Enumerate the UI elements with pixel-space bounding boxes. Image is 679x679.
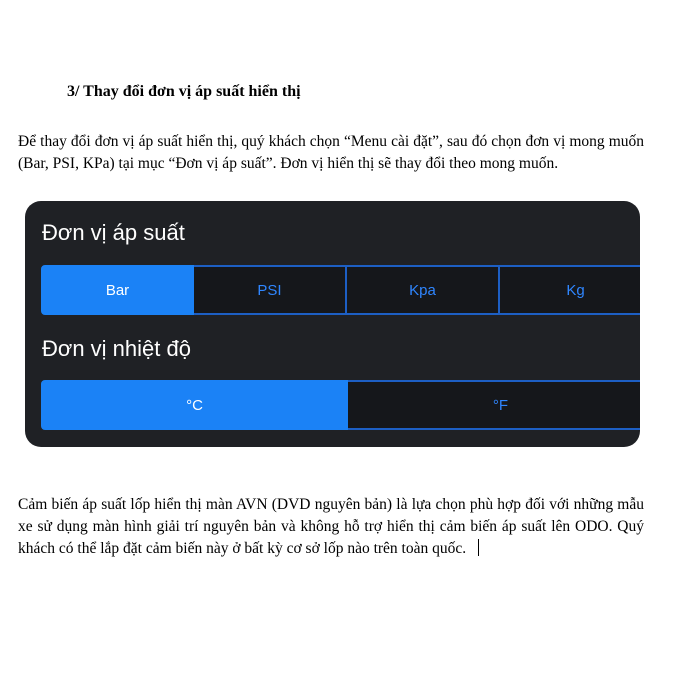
temperature-unit-title: Đơn vị nhiệt độ bbox=[42, 336, 191, 361]
intro-paragraph: Để thay đổi đơn vị áp suất hiển thị, quý khách chọn “Menu cài đặt”, sau đó chọn đơn vị mong muốn (Bar, PSI, KPa) tại mục “Đơn vị áp suất”. Đơn vị hiển thị sẽ thay đổi theo mong muốn. bbox=[18, 133, 644, 172]
product-paragraph-text: Cảm biến áp suất lốp hiển thị màn AVN (DVD nguyên bản) là lựa chọn phù hợp đối với những mẫu xe sử dụng màn hình giải trí nguyên bản và không hỗ trợ hiển thị cảm biến áp suất lên ODO. Quý khách có thể lắp đặt cảm biến này ở bất kỳ cơ sở lốp nào trên toàn quốc. bbox=[18, 496, 644, 557]
temperature-option-fahrenheit[interactable]: °F bbox=[348, 380, 640, 430]
pressure-option-psi[interactable]: PSI bbox=[194, 265, 347, 315]
pressure-unit-title: Đơn vị áp suất bbox=[42, 220, 185, 245]
temperature-unit-selector bbox=[41, 380, 640, 430]
settings-screenshot bbox=[25, 201, 640, 447]
section-heading: 3/ Thay đổi đơn vị áp suất hiển thị bbox=[67, 83, 301, 100]
pressure-option-kpa[interactable]: Kpa bbox=[347, 265, 500, 315]
temperature-option-celsius[interactable]: °C bbox=[41, 380, 348, 430]
product-paragraph bbox=[18, 494, 644, 560]
pressure-option-kg[interactable]: Kg bbox=[500, 265, 640, 315]
text-cursor bbox=[478, 539, 479, 556]
pressure-option-bar[interactable]: Bar bbox=[41, 265, 194, 315]
pressure-unit-selector bbox=[41, 265, 640, 315]
